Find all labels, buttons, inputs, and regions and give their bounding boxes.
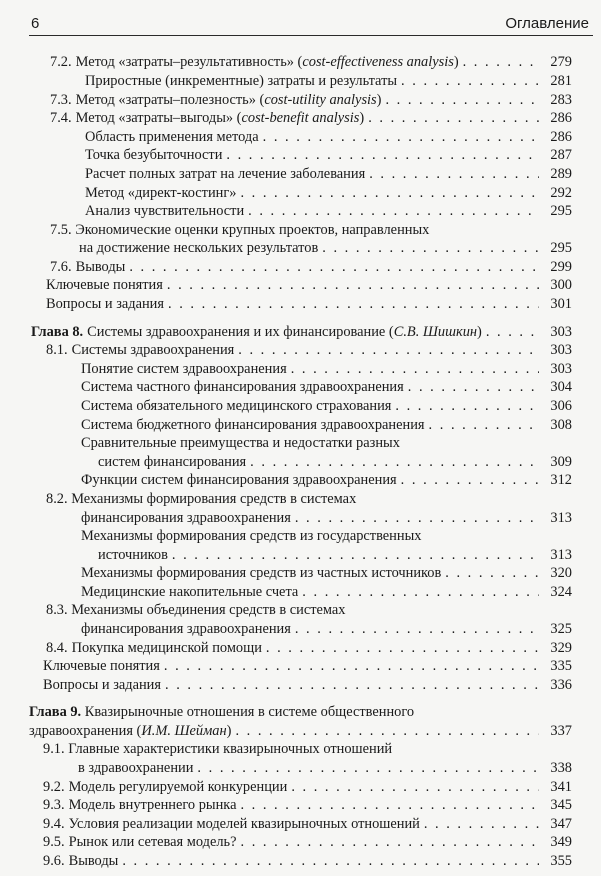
chapter-title-end: ) [477,324,482,340]
entry-number: 8.1. [46,342,68,358]
dot-leader [401,470,539,490]
entry-title-end: ) [376,92,382,108]
toc-chapter-9 [29,721,572,741]
entry-title: Метод «затраты–результативность» ( [75,54,303,70]
entry-title: Главные характеристики квазирыночных отношений [68,741,393,757]
toc-entry-9-4 [43,814,572,834]
entry-page: 309 [550,454,572,470]
entry-title: Сравнительные преимущества и недостатки разных [81,435,400,451]
toc-entry-7-6 [50,257,572,277]
entry-page: 295 [550,203,572,219]
dot-leader [369,164,539,184]
entry-number: 7.4. [50,110,72,126]
toc-entry-budget-financing [81,415,572,435]
entry-title-continued: в здравоохранении [78,760,194,776]
toc-entry-sensitivity [85,201,572,221]
toc-entry-9-1 [78,758,572,778]
entry-number: 9.5. [43,834,65,850]
toc-entry-state-sources-first-line [81,526,421,546]
dot-leader [401,71,539,91]
toc-entry-8-2 [81,508,572,528]
entry-page: 279 [550,54,572,70]
chapter-label: Глава 9. [29,704,82,720]
dot-leader [235,721,539,741]
entry-page: 281 [550,73,572,89]
toc-entry-private-sources [81,563,572,583]
entry-number: 8.4. [46,640,68,656]
entry-title: Механизмы формирования средств из государственных [81,528,422,544]
toc-entry-7-5 [79,238,572,258]
toc-entry-key-terms-7 [46,275,572,295]
dot-leader [295,508,539,528]
toc-entry-incremental [85,71,572,91]
dot-leader [266,638,539,658]
dot-leader [240,183,539,203]
toc-entry-concept [81,359,572,379]
entry-title: Анализ чувствительности [85,203,245,219]
toc-entry-comparison-first-line [81,433,400,453]
entry-page: 335 [550,658,572,674]
toc-entry-8-1 [46,340,572,360]
toc-entry-8-3-first-line [46,600,346,620]
entry-title: Вопросы и задания [43,677,161,693]
toc-entry-questions-7 [46,294,572,314]
entry-title-continued: финансирования здравоохранения [81,510,291,526]
entry-page: 320 [550,565,572,581]
entry-title: Экономические оценки крупных проектов, направленных [75,222,430,238]
entry-title-end: ) [453,54,459,70]
entry-title: Приростные (инкрементные) затраты и результаты [85,73,398,89]
entry-page: 338 [550,760,572,776]
entry-page: 301 [550,296,572,312]
dot-leader [165,675,539,695]
toc-entry-key-terms-8 [43,656,572,676]
entry-title-continued: систем финансирования [98,454,247,470]
entry-page: 306 [550,398,572,414]
toc-entry-7-4 [50,108,572,128]
dot-leader [172,545,539,565]
dot-leader [263,127,539,147]
toc-entry-state-sources [98,545,572,565]
entry-title: Система обязательного медицинского страхования [81,398,392,414]
toc-entry-9-6 [43,851,572,871]
page-number: 6 [31,15,40,32]
entry-title: Механизмы объединения средств в системах [71,602,346,618]
toc-entry-9-3 [43,795,572,815]
entry-page: 341 [550,779,572,795]
toc-entry-8-4 [46,638,572,658]
toc-entry-8-3 [81,619,572,639]
entry-title-end: ) [359,110,365,126]
entry-number: 7.3. [50,92,72,108]
entry-page: 329 [550,640,572,656]
toc-entry-private-financing [81,377,572,397]
entry-number: 8.2. [46,491,68,507]
entry-number: 9.2. [43,779,65,795]
dot-leader [424,814,539,834]
entry-title-italic: cost-effectiveness analysis [302,54,454,70]
dot-leader [486,322,539,342]
toc-entry-questions-8 [43,675,572,695]
dot-leader [248,201,539,221]
dot-leader [302,582,539,602]
entry-page: 299 [550,259,572,275]
dot-leader [164,656,539,676]
toc-entry-functions [81,470,572,490]
entry-title: Модель регулируемой конкуренции [68,779,288,795]
entry-title: Метод «затраты–полезность» ( [75,92,265,108]
entry-title: Система бюджетного финансирования здравоохранения [81,417,425,433]
entry-number: 9.1. [43,741,65,757]
entry-title: Медицинские накопительные счета [81,584,299,600]
toc-entry-7-2 [50,52,572,72]
entry-number: 9.6. [43,853,65,869]
entry-title: Выводы [68,853,119,869]
toc-entry-scope [85,127,572,147]
entry-number: 9.3. [43,797,65,813]
entry-title-continued: на достижение нескольких результатов [79,240,319,256]
toc-entry-9-2 [43,777,572,797]
entry-page: 300 [550,277,572,293]
entry-page: 289 [550,166,572,182]
entry-title-continued: финансирования здравоохранения [81,621,291,637]
entry-page: 325 [550,621,572,637]
entry-page: 355 [550,853,572,869]
running-section-title: Оглавление [505,15,589,32]
entry-page: 304 [550,379,572,395]
toc-entry-8-2-first-line [46,489,356,509]
entry-page: 283 [550,92,572,108]
toc-entry-savings-accounts [81,582,572,602]
dot-leader [463,52,539,72]
toc-entry-7-5-first-line [50,220,429,240]
toc-entry-mandatory-insurance [81,396,572,416]
chapter-author: С.В. Шишкин [393,324,478,340]
dot-leader [295,619,539,639]
entry-page: 349 [550,834,572,850]
toc-entry-direct-costing [85,183,572,203]
toc-chapter-9-first-line [29,702,414,722]
chapter-author: И.М. Шейман [141,723,227,739]
dot-leader [197,758,539,778]
toc-entry-7-3 [50,90,572,110]
entry-title: Область применения метода [85,129,259,145]
entry-page: 287 [550,147,572,163]
entry-page: 308 [550,417,572,433]
entry-page: 303 [550,324,572,340]
dot-leader [226,145,539,165]
entry-page: 303 [550,361,572,377]
dot-leader [322,238,539,258]
dot-leader [167,275,539,295]
entry-title-italic: cost-utility analysis [264,92,377,108]
entry-page: 313 [550,547,572,563]
dot-leader [291,777,539,797]
toc-entry-comparison [98,452,572,472]
entry-title: Механизмы формирования средств в системах [71,491,357,507]
entry-title: Механизмы формирования средств из частных источников [81,565,442,581]
chapter-title: Системы здравоохранения и их финансирование ( [87,324,394,340]
dot-leader [238,340,539,360]
chapter-title-continued: здравоохранения ( [29,723,142,739]
entry-number: 7.5. [50,222,72,238]
dot-leader [250,452,539,472]
entry-page: 303 [550,342,572,358]
entry-title: Модель внутреннего рынка [68,797,237,813]
entry-number: 7.2. [50,54,72,70]
toc-entry-9-5 [43,832,572,852]
entry-title: Понятие систем здравоохранения [81,361,287,377]
entry-title: Ключевые понятия [46,277,163,293]
toc-chapter-8 [31,322,572,342]
entry-title: Вопросы и задания [46,296,164,312]
entry-title: Ключевые понятия [43,658,160,674]
dot-leader [168,294,539,314]
entry-title: Рынок или сетевая модель? [68,834,237,850]
dot-leader [395,396,539,416]
entry-page: 337 [550,723,572,739]
chapter-title: Квазирыночные отношения в системе общественного [84,704,415,720]
toc-entry-full-cost [85,164,572,184]
entry-page: 313 [550,510,572,526]
entry-title: Системы здравоохранения [71,342,235,358]
dot-leader [291,359,539,379]
dot-leader [241,832,540,852]
entry-title-continued: источников [98,547,168,563]
entry-title: Точка безубыточности [85,147,223,163]
entry-number: 8.3. [46,602,68,618]
entry-title: Система частного финансирования здравоохранения [81,379,404,395]
toc-entry-9-1-first-line [43,739,392,759]
dot-leader [429,415,539,435]
dot-leader [122,851,539,871]
entry-title: Функции систем финансирования здравоохранения [81,472,397,488]
entry-title: Метод «директ-костинг» [85,185,237,201]
entry-page: 286 [550,129,572,145]
entry-title: Метод «затраты–выгоды» ( [75,110,242,126]
entry-title: Выводы [75,259,126,275]
chapter-label: Глава 8. [31,324,84,340]
entry-number: 7.6. [50,259,72,275]
entry-page: 336 [550,677,572,693]
entry-page: 292 [550,185,572,201]
entry-title: Покупка медицинской помощи [71,640,262,656]
entry-page: 324 [550,584,572,600]
dot-leader [240,795,539,815]
entry-page: 345 [550,797,572,813]
entry-page: 295 [550,240,572,256]
dot-leader [445,563,539,583]
entry-page: 286 [550,110,572,126]
entry-number: 9.4. [43,816,65,832]
chapter-title-end: ) [226,723,232,739]
dot-leader [368,108,539,128]
entry-page: 347 [550,816,572,832]
dot-leader [129,257,539,277]
dot-leader [385,90,539,110]
dot-leader [408,377,539,397]
entry-title-italic: cost-benefit analysis [241,110,360,126]
entry-title: Условия реализации моделей квазирыночных отношений [68,816,420,832]
entry-page: 312 [550,472,572,488]
entry-title: Расчет полных затрат на лечение заболевания [85,166,366,182]
toc-entry-breakeven [85,145,572,165]
